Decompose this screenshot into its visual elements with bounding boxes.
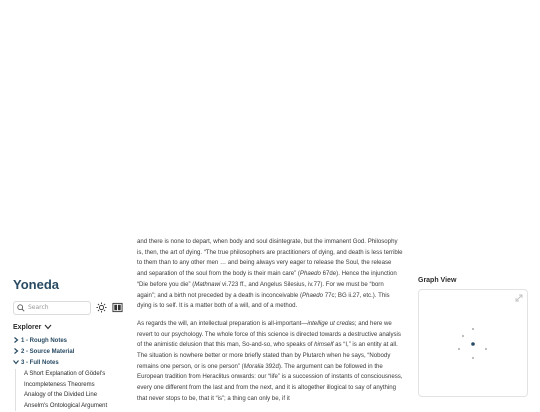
graph-node[interactable] <box>472 357 474 359</box>
file-link[interactable]: Anselm's Ontological Argument <box>15 401 125 412</box>
explorer-tree <box>13 336 125 411</box>
emphasis: himself <box>314 341 334 349</box>
graph-canvas[interactable] <box>419 290 527 396</box>
folder-label: 1 - Rough Notes <box>21 338 67 344</box>
folder-label: 2 - Source Material <box>21 349 75 355</box>
citation: Phaedo <box>299 270 321 278</box>
file-link[interactable]: A Short Explanation of Gödel's Incompleteness Theorems <box>15 369 125 390</box>
text-run: As regards the will, an intellectual preparation is all-important— <box>137 319 308 327</box>
text-run: 67de). Hence the injunction “Die before you die” ( <box>137 270 397 288</box>
citation: Mathnawi <box>194 280 221 288</box>
file-link[interactable]: Analogy of the Divided Line <box>15 390 125 401</box>
graph-node[interactable] <box>462 335 464 337</box>
graph-node-current[interactable] <box>471 342 475 346</box>
article-paragraph <box>137 237 403 312</box>
search-icon <box>17 304 25 312</box>
folder-rough-notes[interactable] <box>13 336 125 347</box>
graph-title: Graph View <box>418 277 457 284</box>
explorer-toggle[interactable] <box>13 323 73 333</box>
book-icon[interactable] <box>112 302 123 313</box>
article-body <box>137 237 403 412</box>
folder-label: 3 - Full Notes <box>21 360 59 366</box>
text-run: as “I,” is an entity at all. The situation is nowhere better or more briefly stated than by Plutarch when he says, “Nobody remains one person, or is one person” ( <box>137 341 398 370</box>
chevron-down-icon <box>44 324 52 330</box>
expand-icon[interactable] <box>515 294 523 302</box>
text-run: ; and here we revert to our psychology. The whole force of this science is directed towards a destructive analysis of the animistic delusion that this man, So-and-so, who speaks of <box>137 319 401 349</box>
sun-icon[interactable] <box>96 302 107 313</box>
site-title[interactable]: Yoneda <box>13 277 59 292</box>
graph-node[interactable] <box>458 348 460 350</box>
text-run: 392d). The argument can be followed in the European tradition from Heraclitus onwards: our “life” is a succession of instants of consciousness, every one different from the last and from the next, and it is altogether illogical to say of anything that never stops to be, that it “is”; a thing can only be, if it <box>137 362 403 402</box>
citation: Moralia <box>243 362 264 370</box>
folder-source-material[interactable] <box>13 347 125 358</box>
latin-phrase: intellige ut credas <box>307 319 355 327</box>
citation: Phaedo <box>301 291 323 299</box>
chevron-down-icon <box>13 359 19 365</box>
explorer-title: Explorer <box>13 324 42 331</box>
search-input[interactable] <box>13 301 91 315</box>
chevron-right-icon <box>13 337 19 343</box>
graph-node[interactable] <box>485 348 487 350</box>
graph-node[interactable] <box>472 328 474 330</box>
article-paragraph <box>137 319 403 405</box>
search-row <box>13 301 125 315</box>
graph-view[interactable] <box>418 289 528 397</box>
search-placeholder: Search <box>28 304 49 311</box>
sidebar <box>13 276 125 409</box>
chevron-right-icon <box>13 348 19 354</box>
text-run: 77c; BG ii.27, etc.). This dying is to self. It is a matter both of a will, and of a method. <box>137 291 390 310</box>
text-run: vi.723 ff., and Angelus Silesius, iv.77). For we must be “born again”; and a birth not preceded by a death is inconceivable ( <box>137 280 384 299</box>
text-run: and there is none to depart, when body and soul disintegrate, but the immanent God. Philosophy is, then, the art of dying. “The true philosophers are practitioners of dying, and death is less terrible to them than to any other men … and being always very eager to release the Soul, the release and separation of the soul from the body is their main care” ( <box>137 238 403 278</box>
folder-full-notes[interactable] <box>13 358 125 369</box>
